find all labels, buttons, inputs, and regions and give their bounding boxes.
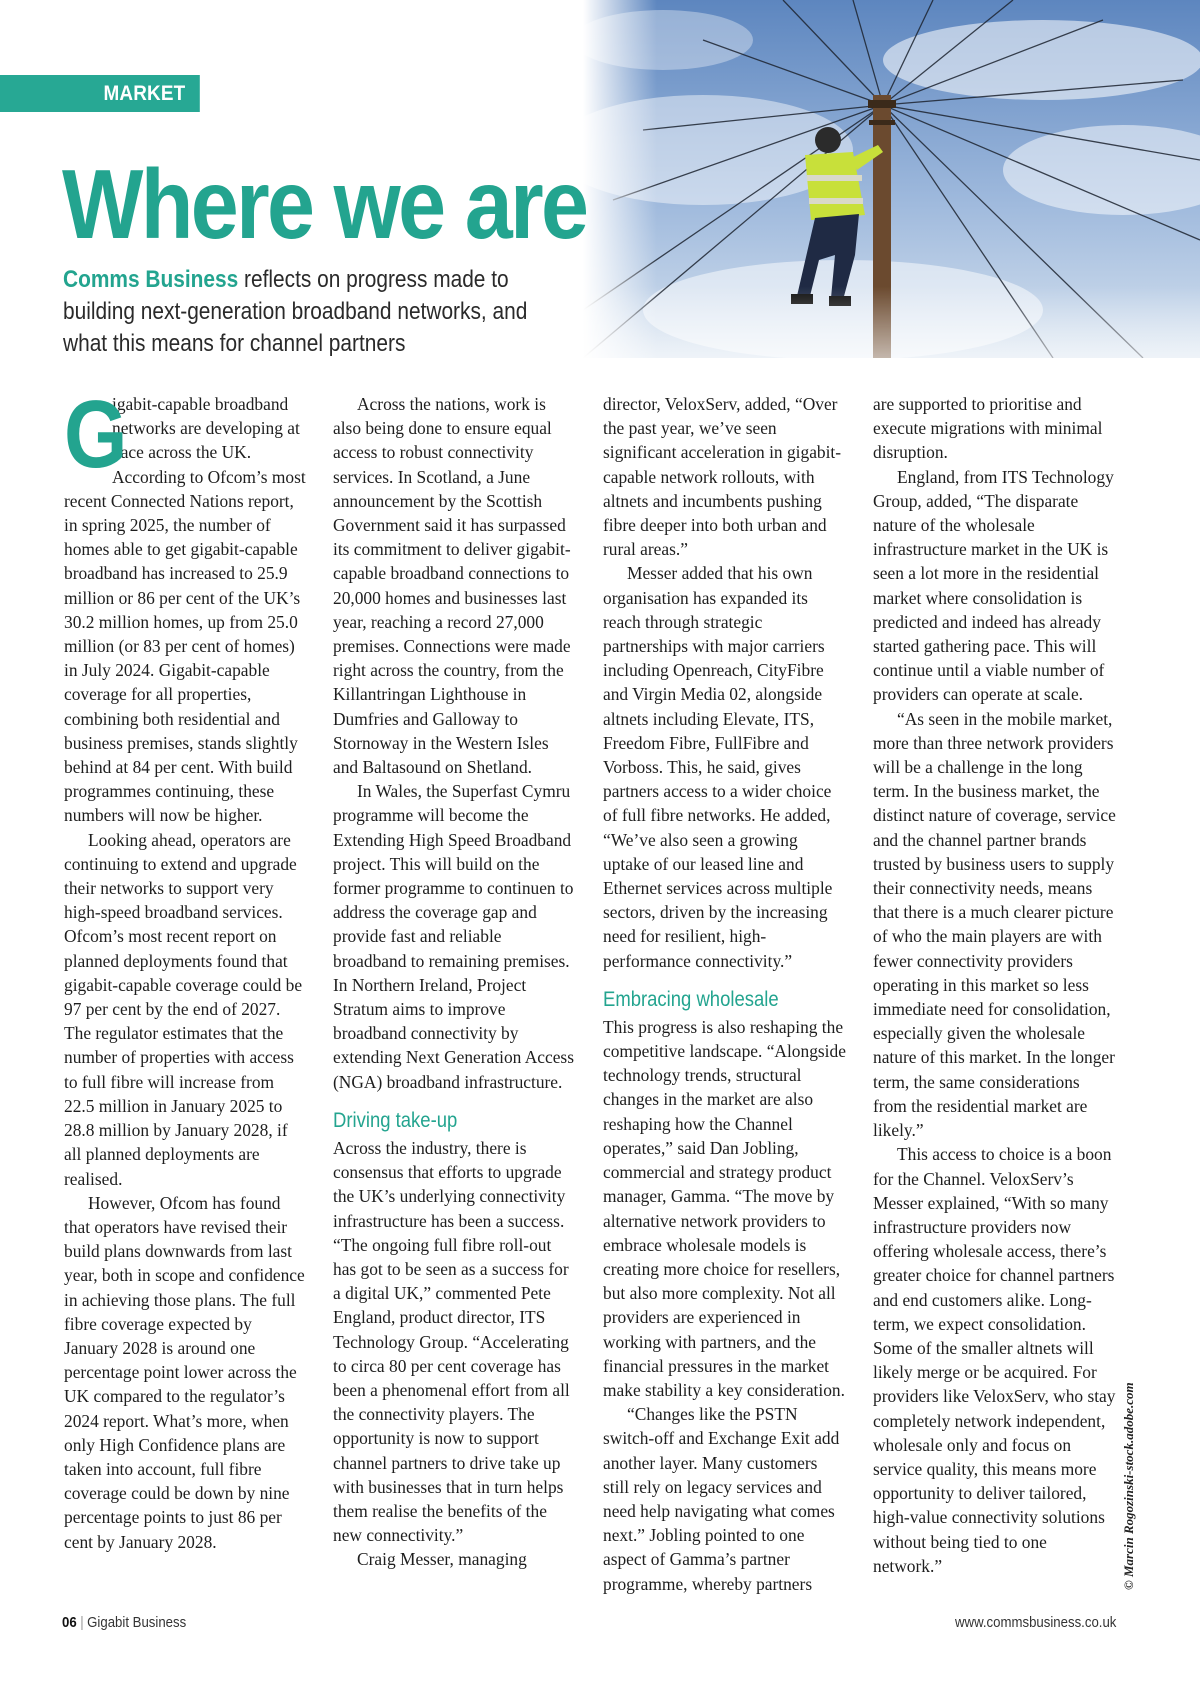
column-1 <box>64 381 308 1554</box>
paragraph: director, VeloxServ, added, “Over the past year, we’ve seen significant acceleration in gigabit-capable network rollouts, with altnets and incumbents pushing fibre deeper into both urban and rural areas.” <box>603 394 842 560</box>
paragraph: igabit-capable broadband networks are developing at pace across the UK. According to Ofcom’s most recent Connected Nations report, in spring 2025, the number of homes able to get gigabit-capable broadband has increased to 25.9 million or 86 per cent of the UK’s 30.2 million homes, up from 25.0 million (or 83 per cent of homes) in July 2024. Gigabit-capable coverage for all properties, combining both residential and business premises, stands slightly behind at 84 per cent. With build programmes continuing, these numbers will now be higher. <box>64 394 306 826</box>
subheading-driving-take-up: Driving take-up <box>333 1108 458 1132</box>
paragraph: are supported to prioritise and execute migrations with minimal disruption. <box>873 394 1103 463</box>
headline: Where we are <box>62 149 587 259</box>
footer-folio <box>62 1614 186 1631</box>
paragraph: In Wales, the Superfast Cymru programme will become the Extending High Speed Broadband project. This will build on the former programme to continuen to address the coverage gap and provide fast and reliable broadband to remaining premises. In Northern Ireland, Project Stratum aims to improve broadband connectivity by extending Next Generation Access (NGA) broadband infrastructure. <box>333 781 574 1092</box>
footer-separator: | <box>80 1614 84 1631</box>
page-number: 06 <box>62 1614 77 1631</box>
paragraph: England, from ITS Technology Group, added, “The disparate nature of the wholesale infrastructure market in the UK is seen a lot more in the residential market where consolidation is predicted and indeed has already started gathering pace. This will continue until a viable number of providers can operate at scale. <box>873 466 1114 705</box>
paragraph: However, Ofcom has found that operators have revised their build plans downwards from last year, both in scope and confidence in achieving those plans. The full fibre coverage expected by January 2028 is around one percentage point lower across the UK compared to the regulator’s 2024 report. What’s more, when only High Confidence plans are taken into account, full fibre coverage could be down by nine percentage points to just 86 per cent by January 2028. <box>64 1192 305 1552</box>
paragraph: “Changes like the PSTN switch-off and Exchange Exit add another layer. Many customers still rely on legacy services and need help navigating what comes next.” Jobling pointed to one aspect of Gamma’s partner programme, whereby partners <box>603 1404 840 1594</box>
brand-name: Comms Business <box>63 266 239 293</box>
section-tag: MARKET OVERVIEW <box>0 75 200 112</box>
column-2 <box>333 392 577 1572</box>
paragraph: Craig Messer, managing <box>357 1549 527 1570</box>
hero-photo <box>583 0 1200 358</box>
engineer-on-pole-image <box>583 0 1200 358</box>
drop-cap: G <box>64 381 128 488</box>
paragraph: This access to choice is a boon for the Channel. VeloxServ’s Messer explained, “With so many infrastructure providers now offering wholesale access, there’s greater choice for channel partners and end customers alike. Long-term, we expect consolidation. Some of the smaller altnets will likely merge or be acquired. For providers like VeloxServ, who stay completely network independent, wholesale only and focus on service quality, this means more opportunity to deliver tailored, high-value connectivity solutions without being tied to one network.” <box>873 1144 1116 1576</box>
paragraph: Across the nations, work is also being done to ensure equal access to robust connectivity services. In Scotland, a June announcement by the Scottish Government said it has surpassed its commitment to deliver gigabit-capable broadband connections to 20,000 homes and businesses last year, reaching a record 27,000 premises. Connections were made right across the country, from the Killantringan Lighthouse in Dumfries and Galloway to Stornoway in the Western Isles and Baltasound on Shetland. <box>333 394 571 778</box>
paragraph: “As seen in the mobile market, more than three network providers will be a challenge in the long term. In the business market, the distinct nature of coverage, service and the channel partner brands trusted by business users to supply their connectivity needs, means that there is a much clearer picture of who the main players are with fewer connectivity providers operating in this market so less immediate need for consolidation, especially given the wholesale nature of this market. In the longer term, the same considerations from the residential market are likely.” <box>873 708 1116 1141</box>
standfirst <box>63 264 550 360</box>
paragraph: This progress is also reshaping the competitive landscape. “Alongside technology trends, structural changes in the market are also reshaping how the Channel operates,” said Dan Jobling, commercial and strategy product manager, Gamma. “The move by alternative network providers to embrace wholesale models is creating more choice for resellers, but also more complexity. Not all providers are experienced in working with partners, and the financial pressures in the market make stability a key consideration. <box>603 1016 846 1400</box>
paragraph: Across the industry, there is consensus that efforts to upgrade the UK’s underlying connectivity infrastructure has been a success. “The ongoing full fibre roll-out has got to be seen as a success for a digital UK,” commented Pete England, product director, ITS Technology Group. “Accelerating to circa 80 per cent coverage has been a phenomenal effort from all the connectivity players. The opportunity is now to support channel partners to drive take up with businesses that in turn helps them realise the benefits of the new connectivity.” <box>333 1137 570 1546</box>
paragraph: Looking ahead, operators are continuing to extend and upgrade their networks to support very high-speed broadband services. Ofcom’s most recent report on planned deployments found that gigabit-capable coverage could be 97 per cent by the end of 2027. The regulator estimates that the number of properties with access to full fibre will increase from 22.5 million in January 2025 to 28.8 million by January 2028, if all planned deployments are realised. <box>64 829 303 1189</box>
standfirst-text: reflects on progress made to building next-generation broadband networks, and what this means for channel partners <box>63 266 528 357</box>
paragraph: Messer added that his own organisation has expanded its reach through strategic partnerships with major carriers including Openreach, CityFibre and Virgin Media 02, alongside altnets including Elevate, ITS, Freedom Fibre, FullFibre and Vorboss. This, he said, gives partners access to a wider choice of full fibre networks. He added, “We’ve also seen a growing uptake of our leased line and Ethernet services across multiple sectors, driven by the increasing need for resilient, high-performance connectivity.” <box>603 563 833 971</box>
column-4 <box>873 392 1117 1578</box>
footer-website[interactable]: www.commsbusiness.co.uk <box>954 1614 1116 1631</box>
subheading-embracing-wholesale: Embracing wholesale <box>603 987 779 1011</box>
photo-credit: © Marcin Rogozinski-stock.adobe.com <box>1121 1382 1136 1590</box>
column-3 <box>603 392 847 1596</box>
publication-name: Gigabit Business <box>87 1614 187 1631</box>
